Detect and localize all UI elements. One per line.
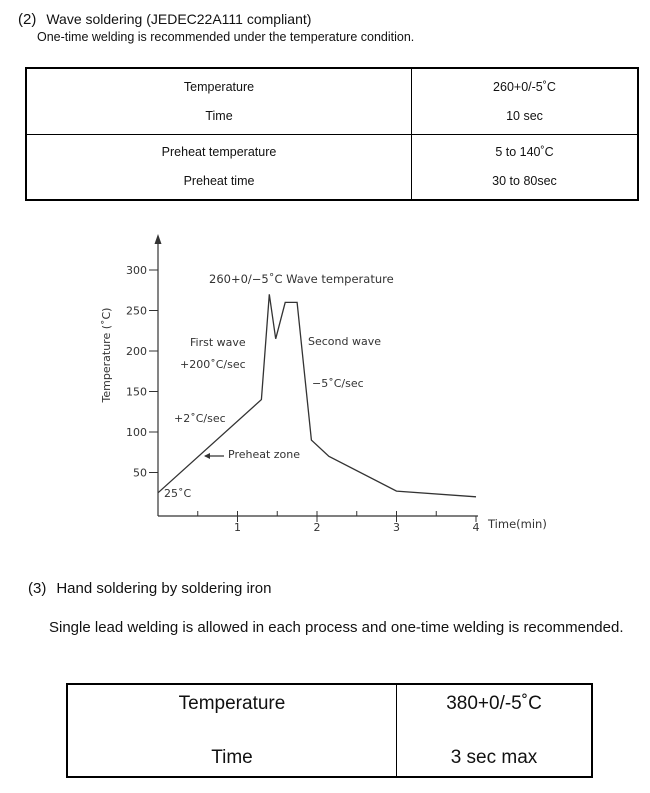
section-3-heading	[28, 580, 271, 597]
y-tick-label: 300	[126, 264, 147, 277]
x-tick-label: 2	[313, 521, 321, 534]
table-row	[26, 134, 638, 200]
y-tick-label: 250	[126, 304, 147, 318]
value-preheat-temperature: 5 to 140˚C	[495, 145, 554, 160]
table-row	[26, 68, 638, 134]
section-2-heading	[18, 11, 311, 28]
annotation-preheat: Preheat zone	[228, 448, 301, 461]
y-tick-label: 150	[126, 385, 147, 399]
y-tick-label: 100	[126, 426, 147, 439]
section-3-title: Hand soldering by soldering iron	[56, 580, 272, 597]
param-time: Time	[211, 746, 253, 768]
annotation-start-temp: 25˚C	[164, 487, 192, 500]
y-tick-label: 200	[126, 345, 147, 358]
param-time: Time	[205, 108, 233, 123]
table-row	[67, 684, 592, 777]
value-temperature: 260+0/-5˚C	[493, 79, 556, 94]
preheat-arrow-icon	[204, 453, 224, 459]
value-temperature: 380+0/-5˚C	[446, 692, 542, 714]
x-tick-label: 4	[472, 521, 480, 534]
value-preheat-time: 30 to 80sec	[492, 174, 557, 189]
section-3-subtitle: Single lead welding is allowed in each process and one-time welding is recommended.	[49, 619, 624, 636]
section-2-subtitle: One-time welding is recommended under the temperature condition.	[37, 30, 415, 44]
x-tick-label: 1	[234, 521, 241, 534]
y-axis-arrow-icon	[155, 234, 162, 244]
param-preheat-time: Preheat time	[183, 174, 255, 189]
hand-soldering-table	[66, 683, 593, 778]
annotation-ramp-rate: +2˚C/sec	[174, 412, 226, 425]
param-cell	[26, 134, 412, 200]
param-cell	[67, 684, 397, 777]
param-cell	[26, 68, 412, 134]
x-tick-label: 3	[393, 521, 400, 534]
value-cell	[412, 134, 639, 200]
annotation-cool-rate: −5˚C/sec	[312, 377, 364, 390]
value-cell	[397, 684, 593, 777]
temperature-profile-line	[158, 294, 476, 497]
param-preheat-temperature: Preheat temperature	[161, 145, 277, 160]
value-time: 10 sec	[506, 108, 543, 123]
wave-soldering-table	[25, 67, 639, 201]
x-axis-label: Time(min)	[488, 517, 547, 531]
section-2-title: Wave soldering (JEDEC22A111 compliant)	[46, 11, 312, 27]
param-temperature: Temperature	[178, 692, 286, 714]
annotation-peak: 260+0/−5˚C Wave temperature	[209, 272, 394, 286]
y-tick-label: 50	[133, 466, 147, 480]
y-axis-label: Temperature (˚C)	[100, 307, 113, 403]
value-time: 3 sec max	[450, 746, 538, 768]
annotation-first-wave: First wave	[190, 336, 246, 349]
annotation-second-wave: Second wave	[308, 335, 381, 348]
param-temperature: Temperature	[183, 79, 255, 94]
section-3-number: (3)	[28, 580, 47, 597]
value-cell	[412, 68, 639, 134]
wave-soldering-profile-chart	[0, 225, 650, 545]
section-2-number: (2)	[18, 11, 37, 28]
annotation-first-rate: +200˚C/sec	[180, 358, 246, 371]
